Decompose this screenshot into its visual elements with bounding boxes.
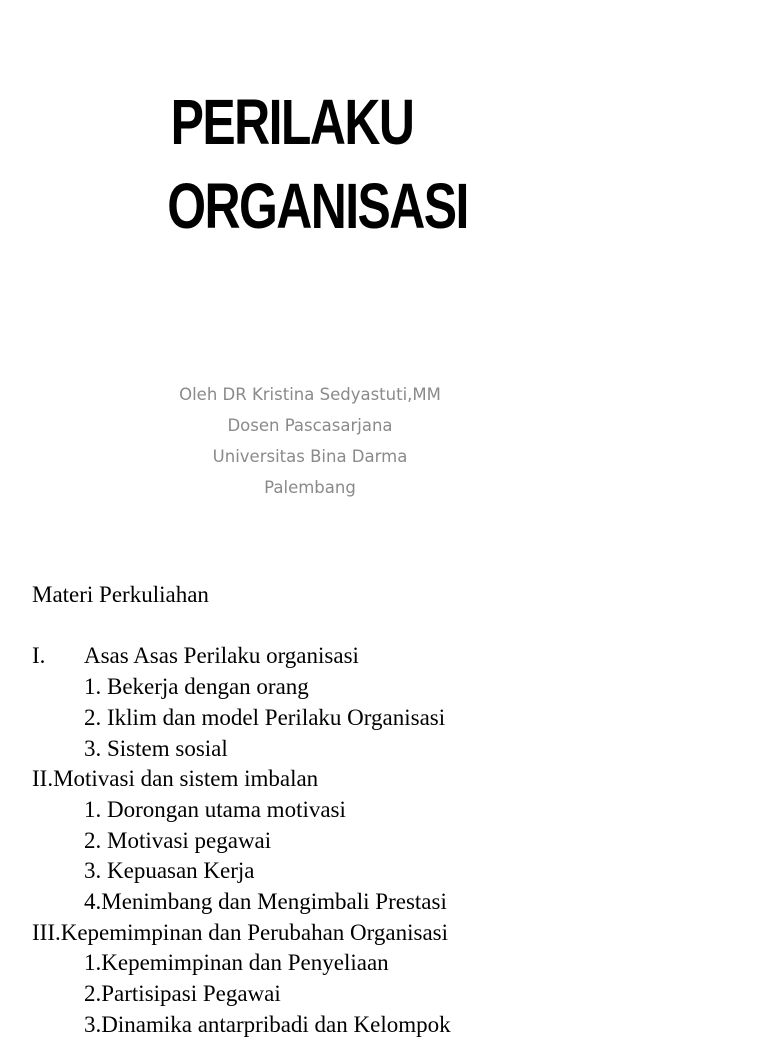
section-2-item: 1. Dorongan utama motivasi xyxy=(84,796,346,822)
section-3-title: III.Kepemimpinan dan Perubahan Organisasi xyxy=(32,919,449,945)
author-position: Dosen Pascasarjana xyxy=(227,416,393,435)
syllabus-heading: Materi Perkuliahan xyxy=(32,582,209,607)
author-name: Oleh DR Kristina Sedyastuti,MM xyxy=(179,385,441,404)
section-2-title: II.Motivasi dan sistem imbalan xyxy=(32,766,319,792)
section-1-title xyxy=(32,641,752,672)
section-3-item: 3.Dinamika antarpribadi dan Kelompok xyxy=(84,1011,451,1037)
slide-title xyxy=(167,80,468,248)
section-2-item: 2. Motivasi pegawai xyxy=(84,827,272,853)
author-info xyxy=(110,379,510,503)
section-2-item: 4.Menimbang dan Mengimbali Prestasi xyxy=(84,889,447,915)
section-1-item: 3. Sistem sosial xyxy=(84,735,228,761)
section-3-item: 2.Partisipasi Pegawai xyxy=(84,981,281,1007)
section-2-item: 3. Kepuasan Kerja xyxy=(84,858,255,884)
syllabus xyxy=(32,580,752,1041)
author-city: Palembang xyxy=(264,478,356,497)
section-1-item: 1. Bekerja dengan orang xyxy=(84,674,309,700)
section-1-label: Asas Asas Perilaku organisasi xyxy=(84,643,359,669)
author-university: Universitas Bina Darma xyxy=(212,447,408,466)
title-line-1: PERILAKU xyxy=(170,86,414,158)
section-1-item: 2. Iklim dan model Perilaku Organisasi xyxy=(84,704,446,730)
section-1-number: I. xyxy=(32,643,46,669)
section-3-item: 1.Kepemimpinan dan Penyeliaan xyxy=(84,950,389,976)
title-line-2: ORGANISASI xyxy=(167,170,468,242)
